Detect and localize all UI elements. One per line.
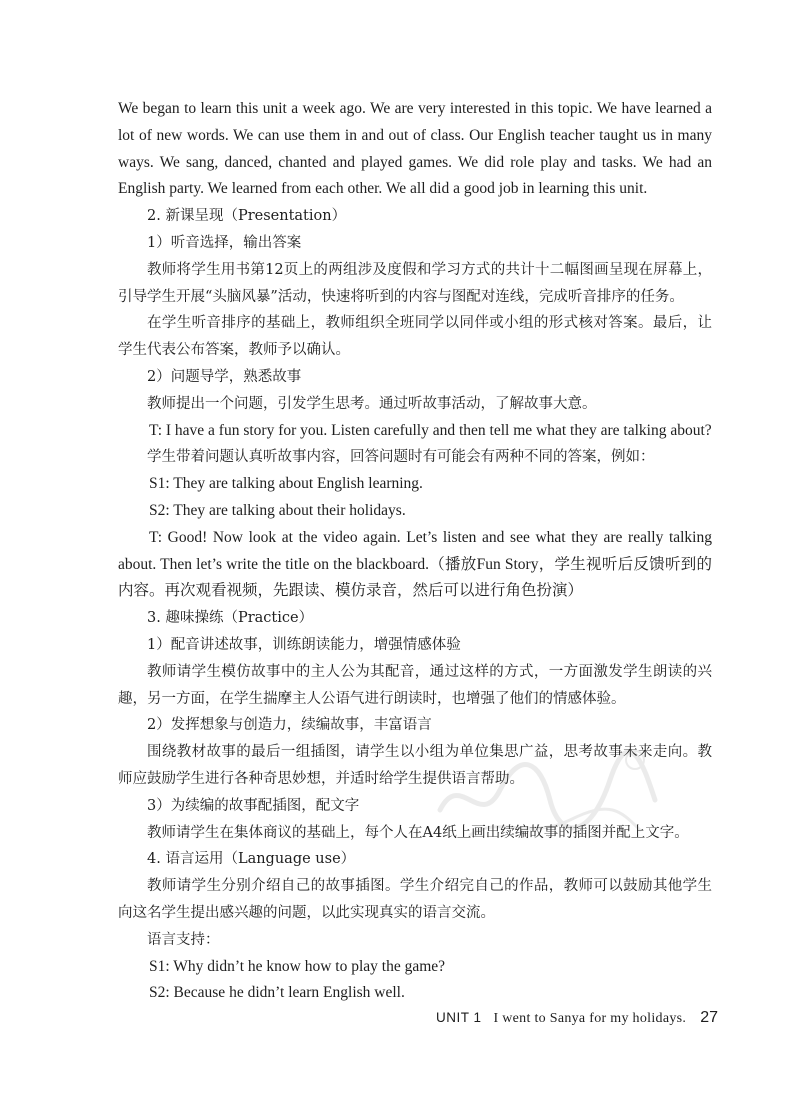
paragraph: S2: They are talking about their holidays. xyxy=(149,501,406,519)
page-number: 27 xyxy=(700,1009,718,1026)
footer-unit-label: UNIT 1 xyxy=(435,1010,482,1025)
paragraph: 教师请学生在集体商议的基础上，每个人在A4纸上画出续编故事的插图并配上文字。 xyxy=(147,824,689,841)
paragraph: 3）为续编的故事配插图，配文字 xyxy=(147,797,360,814)
paragraph: 1）配音讲述故事，训练朗读能力，增强情感体验 xyxy=(147,636,461,653)
paragraph: 围绕教材故事的最后一组插图，请学生以小组为单位集思广益，思考故事未来走向。教师应鼓励学生进行各种奇思妙想，并适时给学生提供语言帮助。 xyxy=(118,744,712,787)
paragraph: T: I have a fun story for you. Listen carefully and then tell me what they are talking about? xyxy=(149,421,712,439)
paragraph: We began to learn this unit a week ago. We are very interested in this topic. We have learned a lot of new words. We can use them in and out of class. Our English teacher taught us in many ways. We sang, danced, chanted and played games. We did role play and tasks. We had an English party. We learned from each other. We all did a good job in learning this unit. xyxy=(118,100,712,198)
paragraph: 1）听音选择，输出答案 xyxy=(147,234,302,251)
paragraph: S2: Because he didn’t learn English well. xyxy=(149,984,405,1002)
paragraph: 学生带着问题认真听故事内容，回答问题时有可能会有两种不同的答案，例如： xyxy=(147,449,655,466)
body-text xyxy=(118,96,712,1007)
footer-unit-title: I went to Sanya for my holidays. xyxy=(493,1011,687,1026)
paragraph: 教师提出一个问题，引发学生思考。通过听故事活动，了解故事大意。 xyxy=(147,395,597,412)
paragraph: S1: They are talking about English learning. xyxy=(149,475,423,493)
paragraph: 4. 语言运用（Language use） xyxy=(147,851,356,868)
paragraph: 教师将学生用书第12页上的两组涉及度假和学习方式的共计十二幅图画呈现在屏幕上，引导学生开展“头脑风暴”活动，快速将听到的内容与图配对连线，完成听音排序的任务。 xyxy=(118,261,712,305)
paragraph: 教师请学生分别介绍自己的故事插图。学生介绍完自己的作品，教师可以鼓励其他学生向这名学生提出感兴趣的问题，以此实现真实的语言交流。 xyxy=(118,878,712,921)
paragraph: 2）问题导学，熟悉故事 xyxy=(147,368,302,385)
paragraph: T: Good! Now look at the video again. Let’s listen and see what they are really talking about. Then let’s write the title on the blackboard.（播放Fun Story，学生视听后反馈听到的内容。再次观看视频，先跟读、模仿录音，然后可以进行角色扮演） xyxy=(118,528,712,600)
paragraph: 3. 趣味操练（Practice） xyxy=(147,610,314,627)
paragraph: 教师请学生模仿故事中的主人公为其配音，通过这样的方式，一方面激发学生朗读的兴趣，另一方面，在学生揣摩主人公语气进行朗读时，也增强了他们的情感体验。 xyxy=(118,663,712,707)
page-footer xyxy=(414,1009,718,1027)
paragraph: 2）发挥想象与创造力，续编故事，丰富语言 xyxy=(147,717,432,734)
paragraph: S1: Why didn’t he know how to play the game? xyxy=(149,957,446,975)
paragraph: 在学生听音排序的基础上，教师组织全班同学以同伴或小组的形式核对答案。最后，让学生代表公布答案，教师予以确认。 xyxy=(118,315,712,359)
paragraph: 语言支持： xyxy=(147,931,220,948)
paragraph: 2. 新课呈现（Presentation） xyxy=(147,208,347,225)
